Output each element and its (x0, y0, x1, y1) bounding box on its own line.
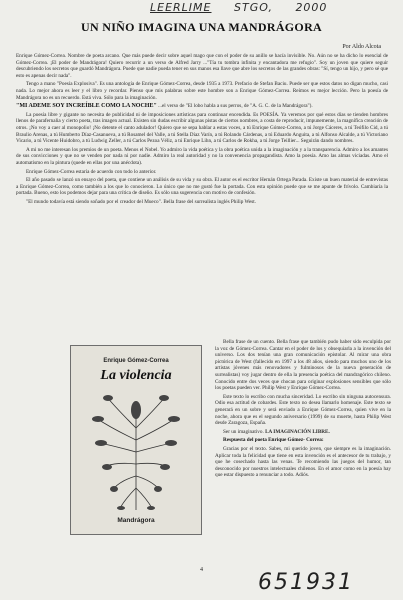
paragraph: Bella frase de un cuento. Bella frase que también pudo haber sido esculpida por la voz de Gómez-Correa. Cantar en el poder de los y obsequiarla a la invención del universo. Los dos tenían una gran comunicación epistolar. Al mirar una obra pictórica de West (fallecido en 1997 a los 48 años, siendo para muchos uno de los artistas jóvenes más renovadores y fulminosos de la nueva generación de surrealistas) voy jugar dentro de ella la presencia poética del mandragórico chileno. Conocido entre dos veces que chocan para originar explosiones sensibles que sólo los poetas pueden ver. Philip West y Enrique Gómez-Correa. (215, 339, 391, 392)
paragraph: Enrique Gómez-Correa. Nombre de poeta arcano. Que más puede decir sobre aquel mago que con el poder de su anillo se hacía invisible. No. Aún no se ha dicho lo esencial de Gómez-Correa. ¡El poder de Mandrágora! Quiero recurrir a un verso de Alfred Jarry ..."Tía tu tombra infinita y encantadora me refugio". Soy un joven que quiere seguir descubriendo los secretos que guardó Mandrágora. Puede que nadie pueda tener en sus manos esa llave que abre los secretos de las grandes obras: "Sí, tengo un hijo, y pero sé que esto es apenas decir nada". (16, 53, 388, 79)
paragraph: Enrique Gómez-Correa estaría de acuerdo con todo lo anterior. (26, 168, 157, 175)
article-body-right-column (215, 339, 391, 481)
page-number: 4 (200, 567, 203, 573)
paragraph: "El mundo todavía está siendo soñado por el creador del Mueco". Bella frase del surrealista inglés Philip West. (26, 198, 257, 205)
paragraph: La poesía libre y gigante no necesita de publicidad ni de imposiciones artísticas para continuar encendida. Es POESÍA. Ya veremos por qué estos días se tienden hombres llenos de parafernalia y cierto poeta, tras imagen actual. Existen sin dudas escribir algunas pistas de ciertos nombres, a costa de reproducir, impunemente, la magnífica creación de otros. ¡No voy a caer al monopolio! ¡No detente el canto adulador! Quiero que se sepa hablar a estas voces, a tú Enrique Gómez-Correa, a tú Jorge Cáceres, a tú Teófilo Cid, a tú Braulio Arenas, a tú Humberto Díaz-Casanueva, a tú Rosamel del Valle, a tú Stella Díaz Varín, a tú Rolando Cárdenas, a tú Eduardo Anguita, a tú Alfonso Alcalde, a tú Victoriano Vicario, a tú Vicente Huidobro, a tú Ludwig Zeller, a tú Carlos Pezoa Véliz, a tú Enrique Lihn, a tú Carlos de Rokha, a tú Jorge Teillier... Seguirán dando nombres. (16, 111, 388, 145)
response-heading: Respuesta del poeta Enrique Gómez- Correa: (223, 437, 324, 444)
book-cover-image (70, 345, 202, 535)
article-byline: Por Aldo Alcota (342, 44, 381, 50)
paragraph: A mi no me interesan los premios de un poeta. Menos el Nobel. Yo admiro la vida poética y la obra poética unida a la imaginación y a la transparencia. Admiro a los amantes de sus convicciones y que no se venden por nada ni por nadie. Admiro la real autoridad y no la convenencia propagandista. Amo la poesía. Amo las almas viciadas. Amo el automatismo en la pintura (quede en ellas por una anécdota). (16, 146, 388, 166)
article-body-top (16, 53, 388, 207)
closing-line-bold: LA IMAGINACIÓN LIBRE. (265, 428, 330, 435)
paragraph: Este texto lo escribo con mucha sinceridad. Lo escribo sin ninguna autocensura. Odio esa actitud de cobardes. Este texto no desea llamarlo homenaje. Este texto se generará en un sobre y será enviado a Enrique Gómez-Correa, quien vive en la noche, ahora que es el segundo aniversario (1999) de su muerte, hasta Philip West desde Zaragoza, España. (215, 393, 391, 427)
highlight-quote-paragraph (16, 103, 388, 110)
paragraph: Tengo a mano "Poesía Explosiva". Es una antología de Enrique Gómez-Correa, desde 1935 a 1973. Prefacio de Stefan Baciu. Puede ser que estos datos no digan mucho, casi nada. Lo mejor ahora es leer y el libro y recordar. Pienso que mis palabras sobre este hombre son a Enrique Gómez-Correa. Reímos es mejor lección. Pero la poesía de Mandrágora no es un recuerdo. Está viva. Sólo para la imaginación. (16, 81, 388, 101)
paragraph: El año pasado se lanzó un ensayo del poeta, que contiene un análisis de su vida y su obra. El autor es el escritor Hernán Ortega Parada. Existe un buen material de entrevistas a Enrique Gómez-Correa, como también a los que lo conocieron. Lo único que no me gustó fue la portada. Con esta opinión puede que se me apunte de frívolo. Cambiaría la portada. Bueno, esto los podemos dejar para una crítica de diseño. Es sólo una sugerencia con motivo de confesión. (16, 177, 388, 197)
source-name: LEERLIME (150, 1, 212, 14)
handwritten-archive-number: 651931 (258, 570, 354, 595)
highlight-quote: "MI ADEME SOY INCREÍBLE COMO LA NOCHE" (16, 103, 157, 110)
book-cover-author: Enrique Gómez-Correa (103, 358, 169, 364)
mandrake-plant-illustration (86, 388, 186, 513)
response-body: Gracias por el texto. Sabes, mi querido joven, que siempre es la imaginación. Aplicar toda la felicidad que tiene en esta invención es el antecesor de tu trabajo, y que he cosechado hasta las venas. Te recomiendo las juegos del humor, tan desconocido por nuestros intelectuales chilenos. En el amor como en la poesía hay que estar dispuesto a renunciar a todo. Adiós. (215, 445, 391, 479)
source-year: 2000 (295, 1, 328, 14)
book-cover-publisher: Mandrágora (117, 517, 155, 524)
highlight-quote-rest: ...el verso de "El lobo habla a sus perros, de "A. G. C. de la Mandrágora"). (158, 103, 313, 110)
article-title: UN NIÑO IMAGINA UNA MANDRÁGORA (81, 20, 322, 34)
closing-line: Ser un imaginativo. (223, 428, 264, 435)
closing-line-paragraph (215, 429, 391, 436)
handwritten-source-note (150, 1, 345, 14)
source-city: STGO, (234, 1, 273, 14)
book-cover-title: La violencia (100, 368, 172, 383)
